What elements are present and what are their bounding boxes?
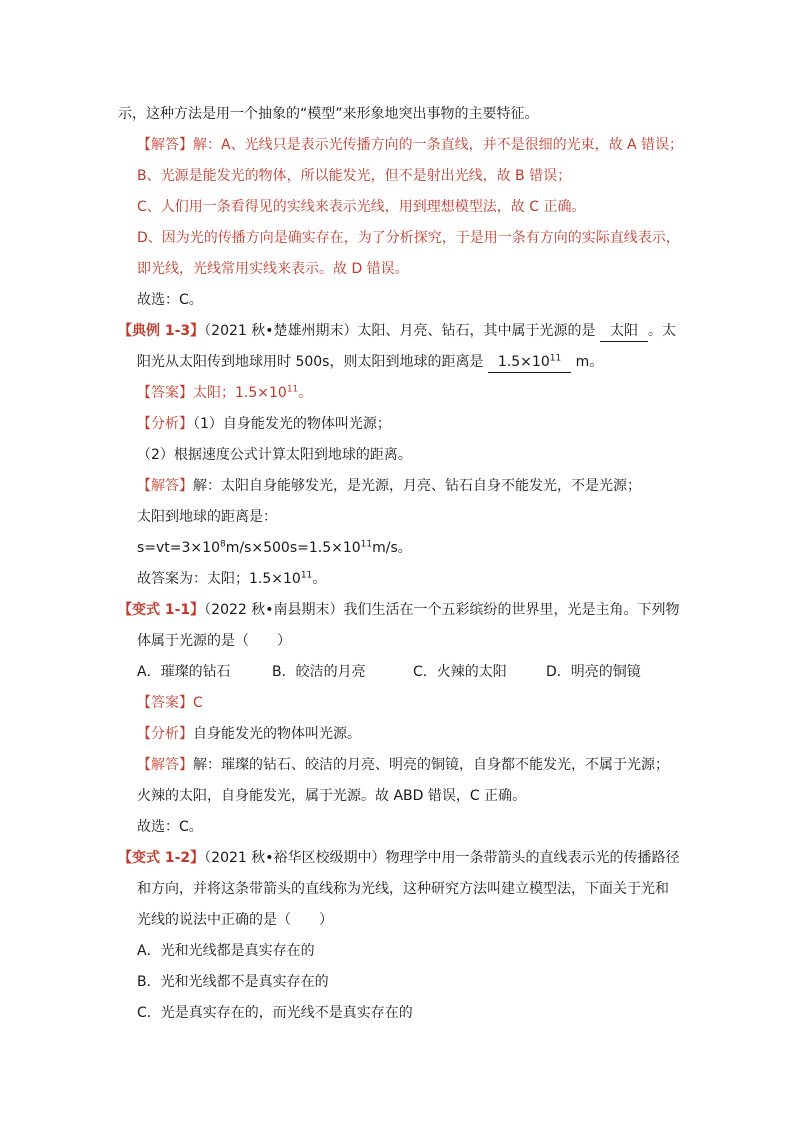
answer-tag: 【答案】 <box>137 695 193 711</box>
option-text: C．光是真实存在的，而光线不是真实存在的 <box>137 1005 413 1021</box>
solution-line <box>137 755 669 775</box>
option-text: A．光和光线都是真实存在的 <box>137 943 315 959</box>
text: 示，这种方法是用一个抽象的“模型”来形象地突出事物的主要特征。 <box>118 106 539 122</box>
analysis-text: 自身能发光的物体叫光源。 <box>193 726 361 742</box>
analysis-tag: 【分析】 <box>137 726 193 742</box>
option-c <box>137 1003 413 1023</box>
question-text: 。太 <box>647 323 676 339</box>
answer-tag: 【答案】 <box>137 385 193 401</box>
solution-tag: 【解答】 <box>137 478 193 494</box>
choose-line <box>137 290 203 310</box>
variant-question-line <box>137 910 333 930</box>
solution-line <box>137 135 683 155</box>
solution-text: D、因为光的传播方向是确实存在，为了分析探究，于是用一条有方向的实际直线表示， <box>137 230 680 246</box>
option-b <box>137 972 329 992</box>
solution-text: 解：璀璨的钻石、皎洁的月亮、明亮的铜镜，自身都不能发光，不属于光源； <box>193 757 669 773</box>
choose-text: 故选：C。 <box>137 819 203 835</box>
analysis-text: （2）根据速度公式计算太阳到地球的距离。 <box>137 447 412 463</box>
analysis-text: （1）自身能发光的物体叫光源； <box>193 416 391 432</box>
analysis-line <box>137 445 412 465</box>
choose-line <box>137 817 203 837</box>
variant-tag: 【变式 1-1】 <box>118 602 205 618</box>
solution-text: 解：太阳自身能够发光，是光源，月亮、钻石自身不能发光，不是光源； <box>193 478 641 494</box>
variant-question-line <box>137 879 669 899</box>
unit-text: m。 <box>575 354 604 370</box>
example-tag: 【典例 1-3】 <box>118 323 205 339</box>
solution-text: B、光源是能发光的物体，所以能发光，但不是射出光线，故 B 错误； <box>137 168 572 184</box>
variant-question-line <box>118 848 680 868</box>
question-text: （2021 秋•裕华区校级期中）物理学中用一条带箭头的直线表示光的传播路径 <box>204 850 680 866</box>
variant-tag: 【变式 1-2】 <box>118 850 205 866</box>
option-c: C．火辣的太阳 <box>413 664 507 680</box>
option-a <box>137 941 315 961</box>
analysis-tag: 【分析】 <box>137 416 193 432</box>
option-text: B．光和光线都不是真实存在的 <box>137 974 329 990</box>
answer-blank: $1.5\times 10^{11}$ <box>488 352 571 373</box>
solution-tag: 【解答】 <box>137 757 193 773</box>
solution-text: 火辣的太阳，自身能发光，属于光源。故 ABD 错误，C 正确。 <box>137 788 527 804</box>
solution-text: 太阳到地球的距离是： <box>137 509 277 525</box>
final-answer-line: 故答案为：太阳；$1.5\times 10^{11}$。 <box>137 570 327 587</box>
paragraph-line <box>118 104 539 124</box>
solution-text: 即光线，光线常用实线来表示。故 D 错误。 <box>137 261 409 277</box>
variant-question-line <box>137 631 291 651</box>
solution-text: 解：A、光线只是表示光传播方向的一条直线，并不是很细的光束，故 A 错误； <box>193 137 684 153</box>
solution-tag: 【解答】 <box>137 137 193 153</box>
question-text: 体属于光源的是（ ） <box>137 633 291 649</box>
answer-line <box>137 693 203 713</box>
example-question-line <box>118 321 676 342</box>
solution-line <box>137 259 409 279</box>
question-text: （2021 秋•楚雄州期末）太阳、月亮、钻石，其中属于光源的是 <box>204 323 596 339</box>
question-text: （2022 秋•南县期末）我们生活在一个五彩缤纷的世界里，光是主角。下列物 <box>204 602 680 618</box>
example-question-line <box>137 352 603 373</box>
solution-line <box>137 197 585 217</box>
analysis-line <box>137 724 361 744</box>
solution-line <box>137 228 680 248</box>
option-d: D．明亮的铜镜 <box>546 664 641 680</box>
question-text: 阳光从太阳传到地球用时 500s，则太阳到地球的距离是 <box>137 354 484 370</box>
choose-text: 故选：C。 <box>137 292 203 308</box>
variant-question-line <box>118 600 680 620</box>
answer-text: C <box>193 695 203 711</box>
formula-line: $s=vt=3\times 10^8m/s\times 500s=1.5\times 10^{11}m/s$。 <box>137 539 412 556</box>
solution-line <box>137 166 571 186</box>
question-text: 和方向，并将这条带箭头的直线称为光线，这种研究方法叫建立模型法，下面关于光和 <box>137 881 669 897</box>
solution-text: C、人们用一条看得见的实线来表示光线，用到理想模型法，故 C 正确。 <box>137 199 586 215</box>
option-b: B．皎洁的月亮 <box>272 664 366 680</box>
option-a: A．璀璨的钻石 <box>137 664 231 680</box>
solution-line <box>137 507 277 527</box>
solution-line <box>137 476 641 496</box>
answer-text: 太阳；$1.5\times 10^{11}$。 <box>193 384 313 401</box>
answer-blank: 太阳 <box>600 321 648 342</box>
analysis-line <box>137 414 391 434</box>
question-text: 光线的说法中正确的是（ ） <box>137 912 333 928</box>
answer-line <box>137 383 312 403</box>
solution-line <box>137 786 526 806</box>
